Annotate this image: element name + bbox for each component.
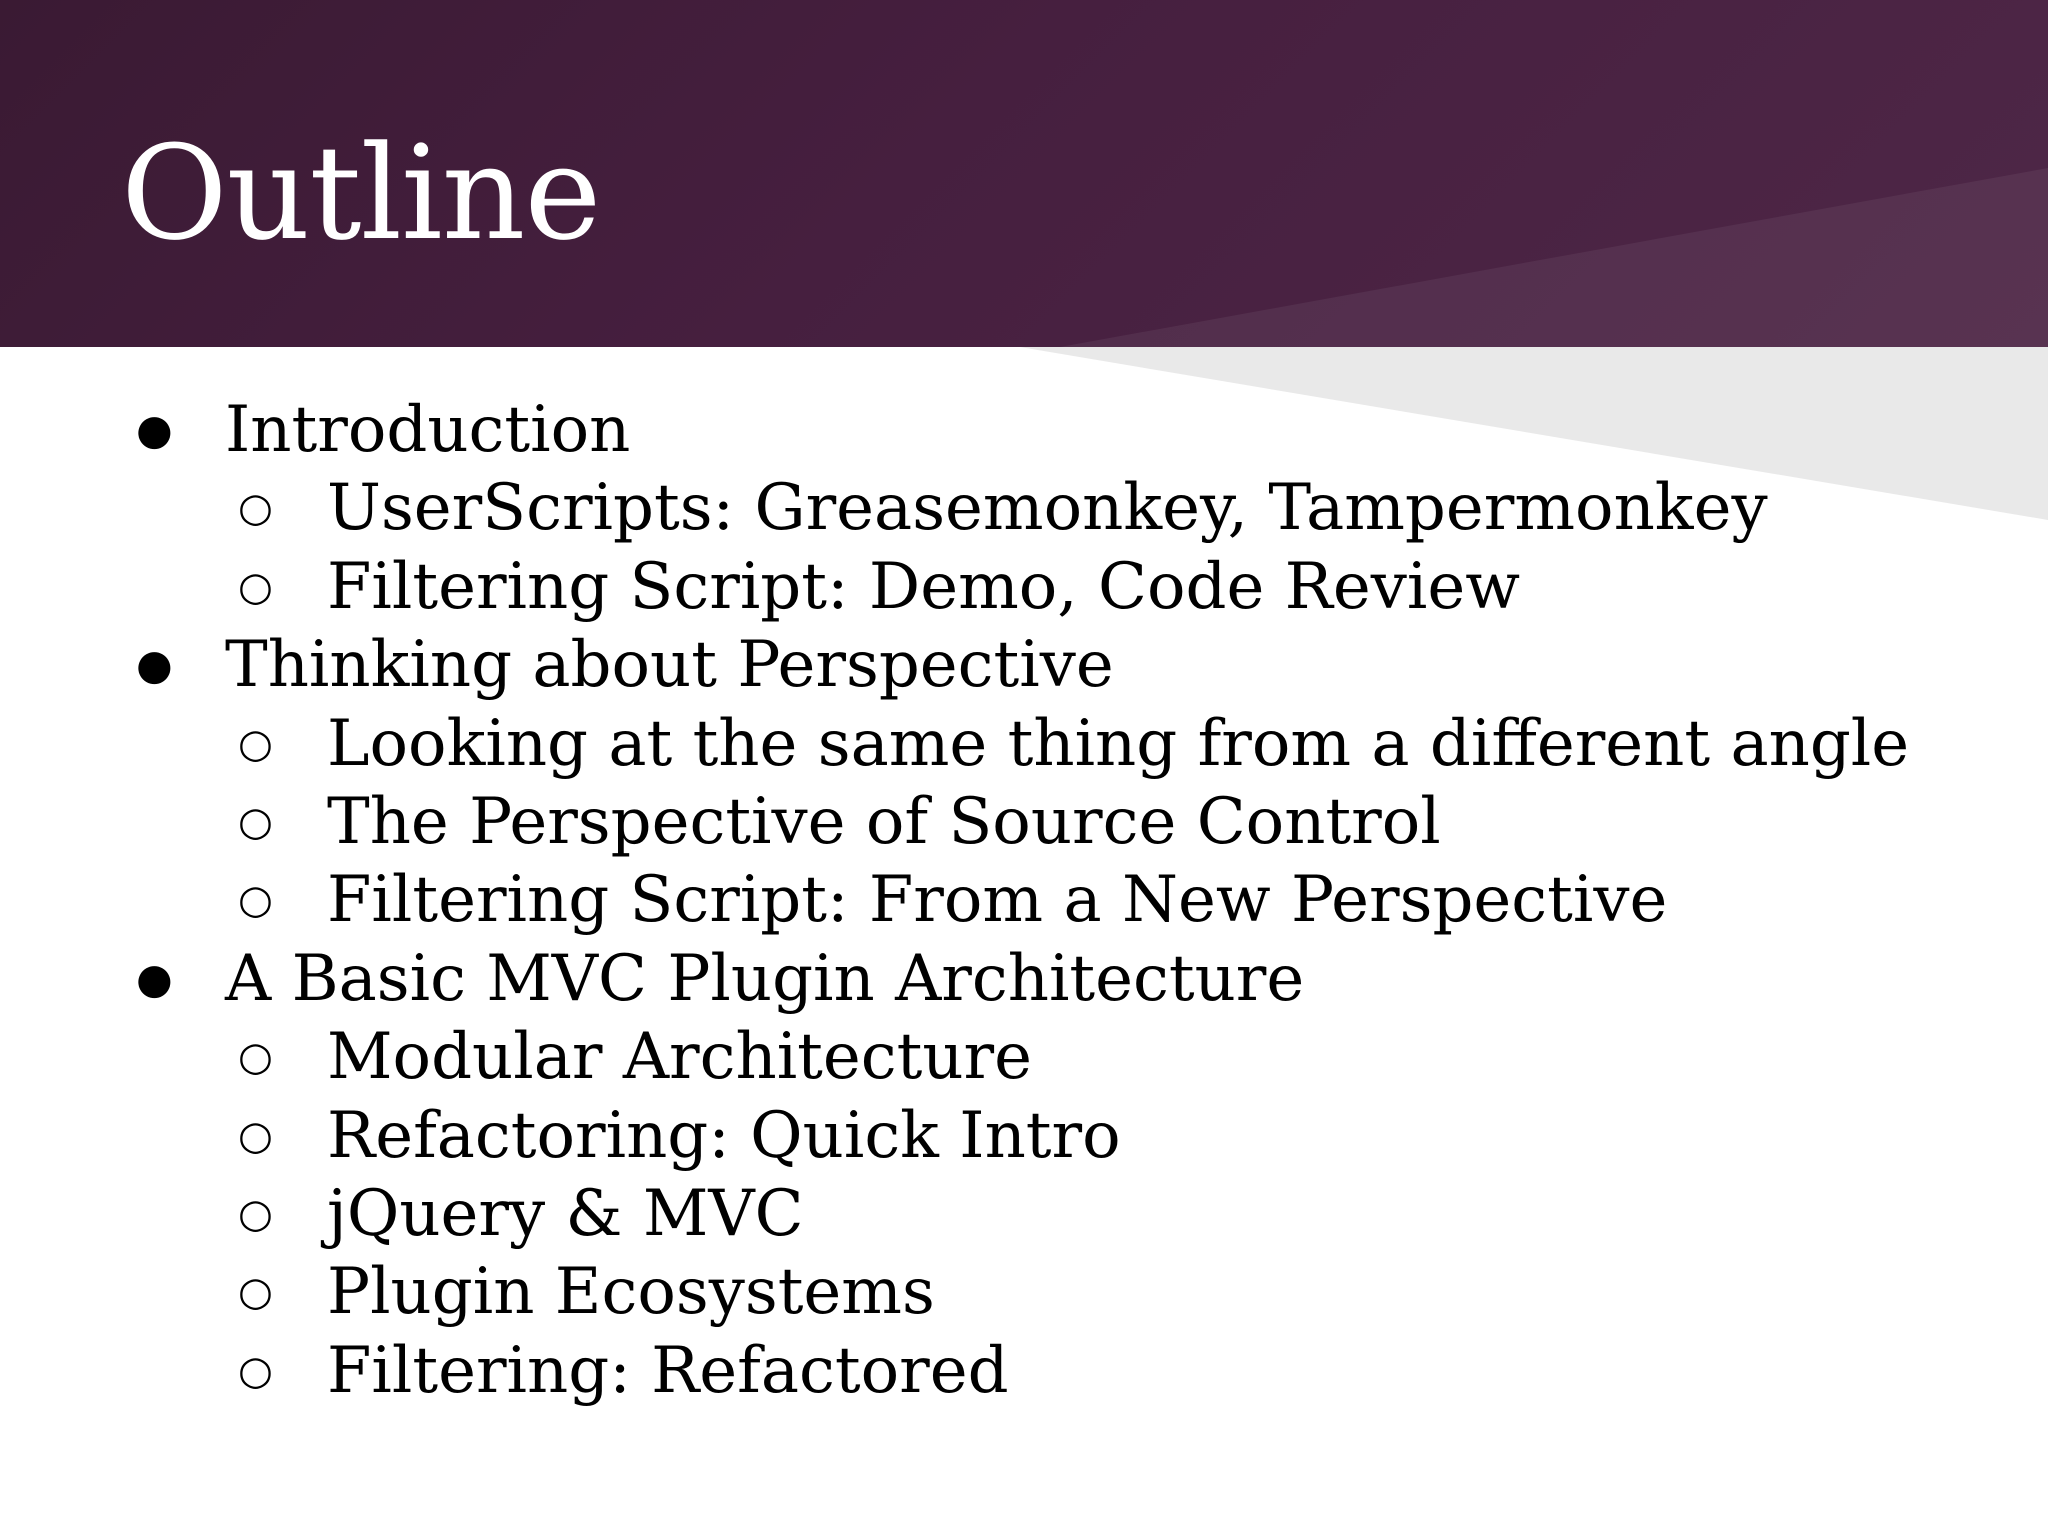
outline-item-text: A Basic MVC Plugin Architecture	[225, 941, 1305, 1016]
slide-title: Outline	[121, 117, 601, 269]
hollow-bullet-icon: ○	[238, 720, 273, 767]
outline-item-text: The Perspective of Source Control	[327, 784, 1441, 859]
hollow-bullet-icon: ○	[238, 877, 273, 924]
outline-subitem	[0, 1097, 2048, 1175]
hollow-bullet-icon: ○	[238, 1347, 273, 1394]
outline-subitem	[0, 783, 2048, 861]
filled-bullet-icon: ●	[136, 405, 173, 454]
outline-subitem	[0, 1332, 2048, 1410]
outline-item-text: Filtering: Refactored	[327, 1333, 1009, 1408]
hollow-bullet-icon: ○	[238, 1034, 273, 1081]
outline-subitem	[0, 1175, 2048, 1253]
outline-item	[0, 391, 2048, 469]
outline-item-text: UserScripts: Greasemonkey, Tampermonkey	[327, 471, 1768, 546]
outline-item-text: Modular Architecture	[327, 1020, 1032, 1095]
outline-subitem	[0, 548, 2048, 626]
filled-bullet-icon: ●	[136, 640, 173, 690]
header-light-facet	[1060, 168, 2048, 347]
hollow-bullet-icon: ○	[238, 1112, 273, 1159]
outline-subitem	[0, 861, 2048, 939]
outline-item-text: Refactoring: Quick Intro	[327, 1098, 1121, 1173]
outline-item-text: jQuery & MVC	[327, 1176, 804, 1251]
outline-subitem	[0, 1253, 2048, 1331]
filled-bullet-icon: ●	[136, 953, 173, 1003]
hollow-bullet-icon: ○	[238, 563, 273, 610]
outline-item-text: Introduction	[225, 393, 631, 467]
outline-item-text: Filtering Script: From a New Perspective	[327, 863, 1668, 938]
hollow-bullet-icon: ○	[238, 798, 273, 845]
hollow-bullet-icon: ○	[238, 1269, 273, 1316]
outline-subitem	[0, 705, 2048, 783]
hollow-bullet-icon: ○	[238, 485, 273, 532]
outline-subitem	[0, 1018, 2048, 1096]
outline-item-text: Plugin Ecosystems	[327, 1255, 935, 1330]
outline-subitem	[0, 469, 2048, 547]
outline-item	[0, 940, 2048, 1018]
outline-item-text: Looking at the same thing from a different angle	[327, 706, 1910, 781]
outline-item-text: Thinking about Perspective	[225, 628, 1114, 703]
outline-list	[0, 391, 2048, 1410]
hollow-bullet-icon: ○	[238, 1190, 273, 1237]
outline-item-text: Filtering Script: Demo, Code Review	[327, 549, 1520, 624]
outline-item	[0, 626, 2048, 704]
